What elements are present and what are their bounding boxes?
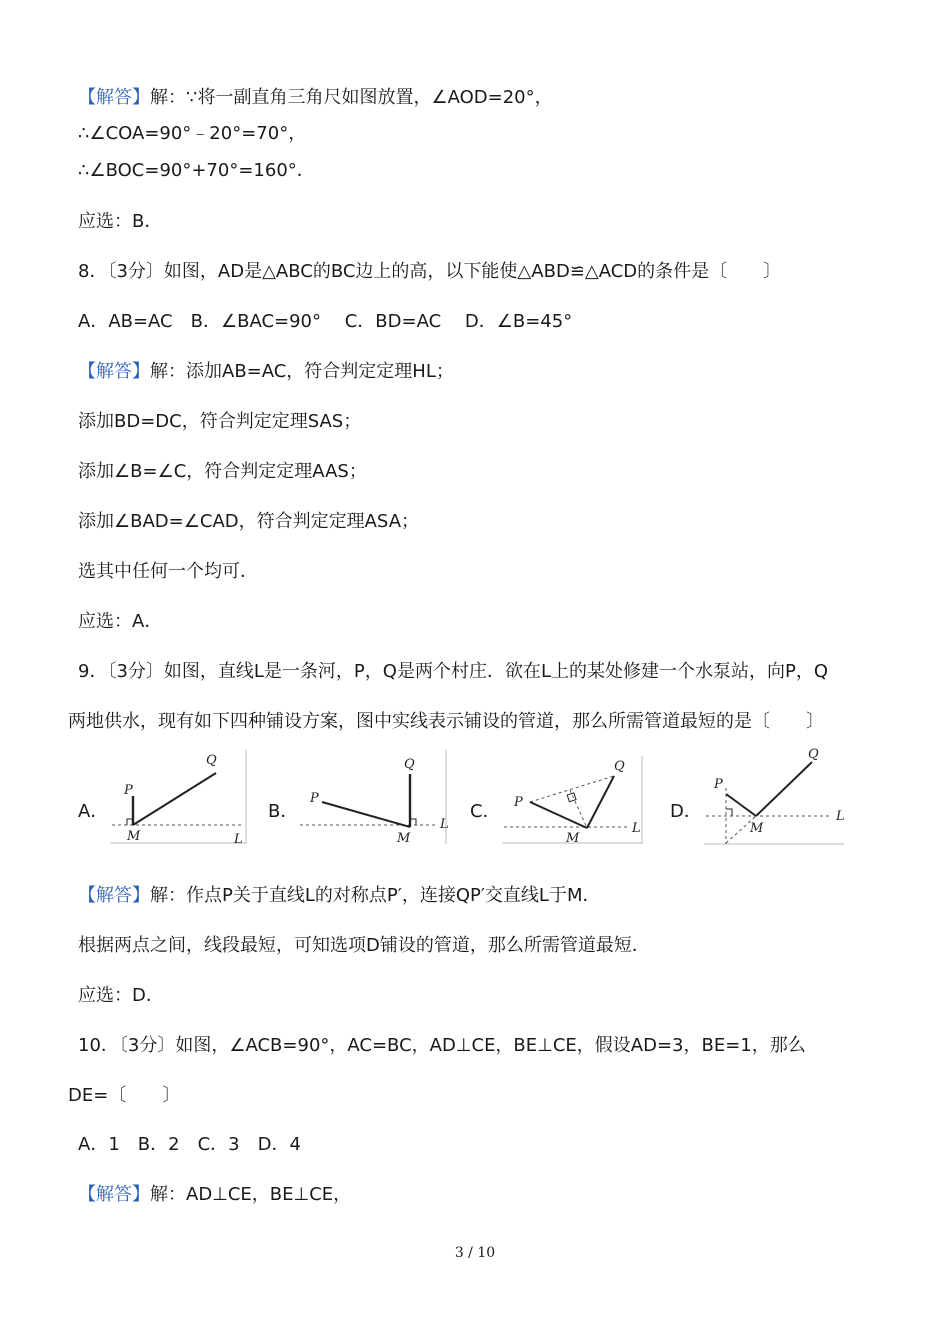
question-9-line-1: 9．〔3分〕如图，直线L是一条河，P，Q是两个村庄．欲在L上的某处修建一个水泵站，向P，Q xyxy=(78,661,829,682)
line-l-label: L xyxy=(440,817,449,832)
line-l-label: L xyxy=(234,832,243,846)
figure-option-b xyxy=(300,748,450,846)
solution-8-line-3: 添加∠B=∠C，符合判定定理AAS； xyxy=(78,461,367,482)
point-m-label: M xyxy=(750,821,764,836)
solution-10-line-1: 【解答】解：AD⊥CE，BE⊥CE， xyxy=(78,1184,352,1205)
question-10-line-1: 10．〔3分〕如图，∠ACB=90°，AC=BC，AD⊥CE，BE⊥CE，假设AD=3，BE=1，那么 xyxy=(78,1035,806,1056)
answer-tag: 【解答】 xyxy=(78,885,150,906)
page-number: 3 / 10 xyxy=(454,1245,496,1261)
solution-8-line-4: 添加∠BAD=∠CAD，符合判定定理ASA； xyxy=(78,511,420,532)
question-8-options: A．AB=AC B．∠BAC=90° C．BD=AC D．∠B=45° xyxy=(78,311,573,332)
solution-7-line-2: ∴∠COA=90°﹣20°=70°， xyxy=(78,123,307,144)
figure-option-a xyxy=(108,748,248,846)
answer-tag: 【解答】 xyxy=(78,87,150,108)
figure-option-c-label: C． xyxy=(470,801,501,822)
point-q-label: Q xyxy=(808,748,819,762)
point-m-label: M xyxy=(127,829,141,844)
solution-7-choice: 应选：B． xyxy=(78,211,163,232)
point-p-label: P xyxy=(514,795,523,810)
figure-option-c xyxy=(502,748,647,846)
point-p-label: P xyxy=(714,777,723,792)
point-m-label: M xyxy=(566,831,580,846)
point-p-label: P xyxy=(124,783,133,798)
solution-7-line-3: ∴∠BOC=90°+70°=160°． xyxy=(78,160,315,181)
question-10-options: A．1 B．2 C．3 D．4 xyxy=(78,1134,301,1155)
answer-tag: 【解答】 xyxy=(78,1184,150,1205)
solution-9-choice: 应选：D． xyxy=(78,985,164,1006)
figure-option-b-label: B． xyxy=(268,801,299,822)
question-9-line-2: 两地供水，现有如下四种铺设方案，图中实线表示铺设的管道，那么所需管道最短的是〔 〕 xyxy=(68,711,824,732)
point-q-label: Q xyxy=(404,757,415,772)
point-q-label: Q xyxy=(614,759,625,774)
solution-8-line-2: 添加BD=DC，符合判定定理SAS； xyxy=(78,411,362,432)
line-l-label: L xyxy=(632,821,641,836)
figure-option-d xyxy=(704,748,854,846)
figure-option-d-label: D． xyxy=(670,801,702,822)
solution-8-line-5: 选其中任何一个均可． xyxy=(78,561,258,582)
question-10-line-2: DE=〔 〕 xyxy=(68,1085,181,1106)
answer-tag: 【解答】 xyxy=(78,361,150,382)
solution-9-line-2: 根据两点之间，线段最短，可知选项D铺设的管道，那么所需管道最短． xyxy=(78,935,650,956)
figure-option-a-label: A． xyxy=(78,801,109,822)
line-l-label: L xyxy=(836,809,845,824)
solution-7-line-1: 【解答】解：∵将一副直角三角尺如图放置，∠AOD=20°， xyxy=(78,87,553,108)
point-q-label: Q xyxy=(206,753,217,768)
question-8: 8．〔3分〕如图，AD是△ABC的BC边上的高，以下能使△ABD≌△ACD的条件是〔 〕 xyxy=(78,261,782,282)
solution-8-choice: 应选：A． xyxy=(78,611,163,632)
solution-8-line-1: 【解答】解：添加AB=AC，符合判定定理HL； xyxy=(78,361,454,382)
point-p-label: P xyxy=(310,791,319,806)
solution-9-line-1: 【解答】解：作点P关于直线L的对称点P′，连接QP′交直线L于M． xyxy=(78,885,601,906)
point-m-label: M xyxy=(397,831,411,846)
